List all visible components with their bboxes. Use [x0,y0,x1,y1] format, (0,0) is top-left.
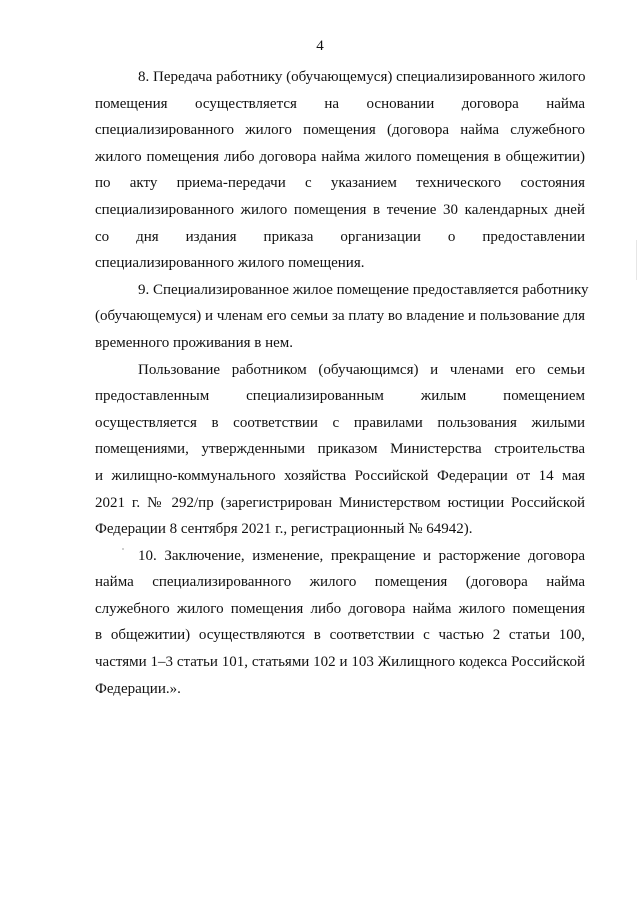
text-line: специализированного жилого помещения. [95,255,365,272]
text-line: Пользование работником (обучающимся) и членами его семьи [138,361,585,378]
text-line: осуществляется в соответствии с правилами пользования жилыми [95,414,585,431]
paragraph-9 [95,277,589,357]
text-line: предоставленным специализированным жилым помещением [95,388,585,405]
text-line: специализированного жилого помещения (договора найма служебного [95,122,585,139]
text-line: специализированного жилого помещения в течение 30 календарных дней [95,201,585,218]
text-line: 9. Специализированное жилое помещение предоставляется работнику [138,281,589,298]
page-number: 4 [316,38,324,54]
text-line: по акту приема-передачи с указанием технического состояния [95,175,585,192]
text-line: 2021 г. № 292/пр (зарегистрирован Министерством юстиции Российской [95,494,585,511]
scan-speck [122,548,124,550]
text-line: служебного жилого помещения либо договора найма жилого помещения [95,600,585,617]
text-line: временного проживания в нем. [95,334,294,351]
document-body [95,64,589,702]
text-line: помещения осуществляется на основании договора найма [95,95,585,112]
text-line: найма специализированного жилого помещения (договора найма [95,574,585,591]
text-line: жилого помещения либо договора найма жилого помещения в общежитии) [95,148,585,165]
text-line: (обучающемуся) и членам его семьи за плату во владение и пользование для [95,308,585,325]
paragraph-10 [95,543,585,703]
text-line: в общежитии) осуществляются в соответствии с частью 2 статьи 100, [95,627,585,644]
text-line: и жилищно-коммунального хозяйства Российской Федерации от 14 мая [95,467,585,484]
text-line: Федерации 8 сентября 2021 г., регистрационный № 64942). [95,521,473,538]
text-line: 10. Заключение, изменение, прекращение и расторжение договора [138,547,585,564]
scan-edge-mark [636,240,637,280]
paragraph-9-usage [95,357,585,543]
paragraph-8 [95,64,585,277]
text-line: частями 1–3 статьи 101, статьями 102 и 103 Жилищного кодекса Российской [95,654,585,671]
text-line: помещениями, утвержденными приказом Министерства строительства [95,441,585,458]
text-line: со дня издания приказа организации о предоставлении [95,228,585,245]
text-line: Федерации.». [95,680,181,697]
text-line: 8. Передача работнику (обучающемуся) специализированного жилого [138,69,586,85]
